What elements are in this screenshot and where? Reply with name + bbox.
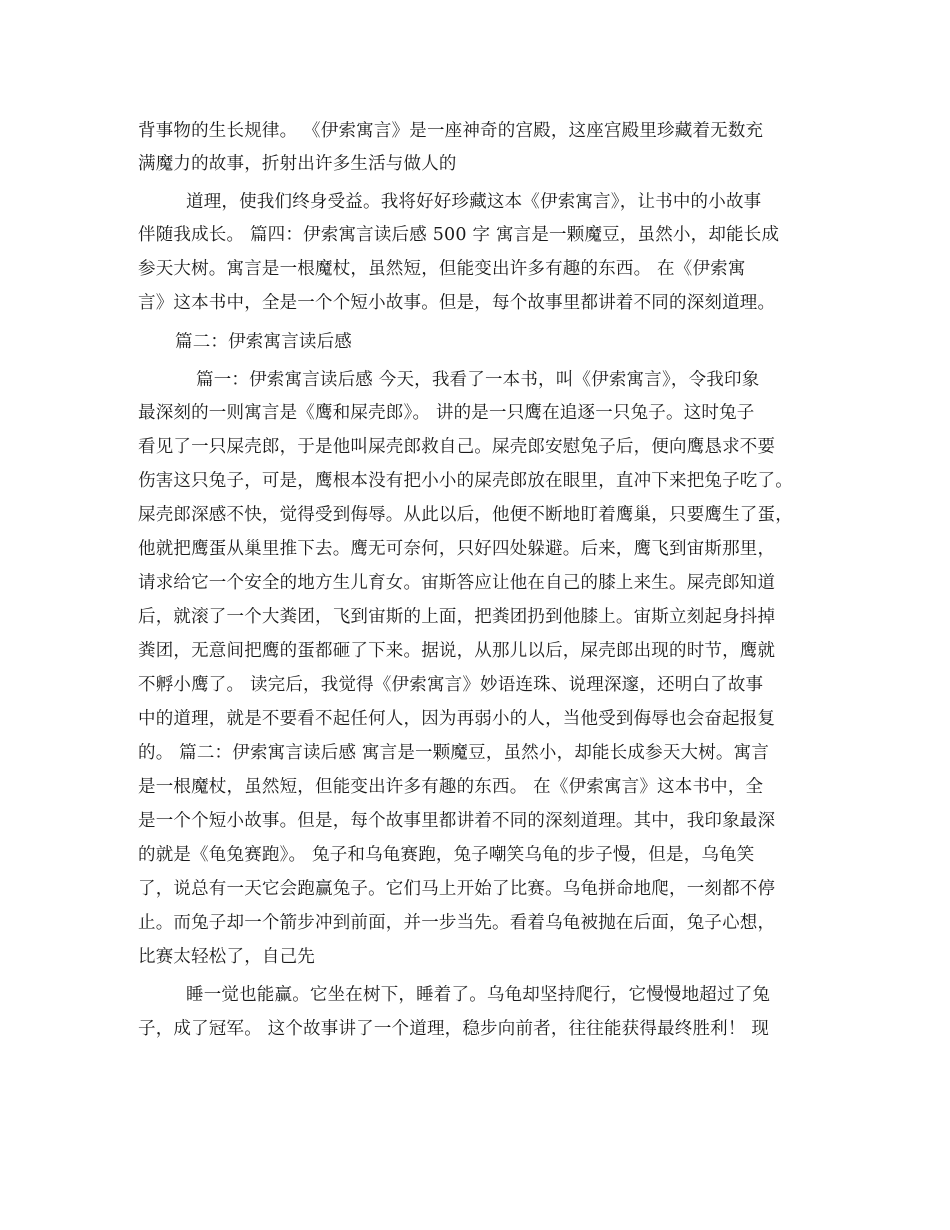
section-heading: 篇二：伊索寓言读后感 (175, 332, 352, 352)
text-line: 止。而兔子却一个箭步冲到前面，并一步当先。看着乌龟被抛在后面，兔子心想， (138, 913, 776, 933)
text-line: 中的道理，就是不要看不起任何人，因为再弱小的人，当他受到侮辱也会奋起报复 (138, 709, 776, 729)
text-line: 睡一觉也能赢。它坐在树下，睡着了。乌龟却坚持爬行，它慢慢地超过了兔 (186, 985, 771, 1005)
text-line: 看见了一只屎壳郎，于是他叫屎壳郎救自己。屎壳郎安慰兔子后，便向鹰恳求不要 (138, 437, 776, 457)
text-line: 伤害这只兔子，可是，鹰根本没有把小小的屎壳郎放在眼里，直冲下来把兔子吃了。 (138, 471, 793, 491)
text-line: 不孵小鹰了。 读完后，我觉得《伊索寓言》妙语连珠、说理深邃，还明白了故事 (138, 675, 764, 695)
text-line: 是一个个短小故事。但是，每个故事里都讲着不同的深刻道理。其中，我印象最深 (138, 811, 776, 831)
text-line: 粪团，无意间把鹰的蛋都砸了下来。据说，从那儿以后，屎壳郎出现的时节，鹰就 (138, 641, 776, 661)
text-line: 道理，使我们终身受益。我将好好珍藏这本《伊索寓言》，让书中的小故事 (186, 192, 762, 212)
text-line: 的。 篇二：伊索寓言读后感 寓言是一颗魔豆，虽然小，却能长成参天大树。寓言 (138, 743, 770, 763)
text-line: 了，说总有一天它会跑赢兔子。它们马上开始了比赛。乌龟拼命地爬，一刻都不停 (138, 879, 776, 899)
text-line: 后，就滚了一个大粪团，飞到宙斯的上面，把粪团扔到他膝上。宙斯立刻起身抖掉 (138, 607, 776, 627)
text-line: 是一根魔杖，虽然短，但能变出许多有趣的东西。 在《伊索寓言》这本书中，全 (138, 777, 764, 797)
text-line: 屎壳郎深感不快，觉得受到侮辱。从此以后，他便不断地盯着鹰巢，只要鹰生了蛋， (138, 505, 793, 525)
text-line: 子，成了冠军。 这个故事讲了一个道理，稳步向前者，往往能获得最终胜利！ 现 (138, 1019, 770, 1039)
text-line: 最深刻的一则寓言是《鹰和屎壳郎》。 讲的是一只鹰在追逐一只兔子。这时兔子 (138, 403, 755, 423)
text-line: 满魔力的故事，折射出许多生活与做人的 (138, 154, 457, 174)
text-line: 他就把鹰蛋从巢里推下去。鹰无可奈何，只好四处躲避。后来，鹰飞到宙斯那里， (138, 539, 776, 559)
text-line: 的就是《龟兔赛跑》。 兔子和乌龟赛跑，兔子嘲笑乌龟的步子慢，但是，乌龟笑 (138, 845, 755, 865)
text-line: 比赛太轻松了，自己先 (138, 947, 315, 967)
text-line: 伴随我成长。 篇四：伊索寓言读后感 500 字 寓言是一颗魔豆，虽然小，却能长成 (138, 225, 780, 245)
text-line: 背事物的生长规律。 《伊索寓言》是一座神奇的宫殿，这座宫殿里珍藏着无数充 (138, 121, 764, 141)
text-line: 参天大树。寓言是一根魔杖，虽然短，但能变出许多有趣的东西。 在《伊索寓 (138, 259, 746, 279)
text-line: 言》这本书中，全是一个个短小故事。但是，每个故事里都讲着不同的深刻道理。 (138, 293, 776, 313)
text-line: 篇一：伊索寓言读后感 今天，我看了一本书，叫《伊索寓言》，令我印象 (196, 370, 760, 390)
text-line: 请求给它一个安全的地方生儿育女。宙斯答应让他在自己的膝上来生。屎壳郎知道 (138, 573, 776, 593)
